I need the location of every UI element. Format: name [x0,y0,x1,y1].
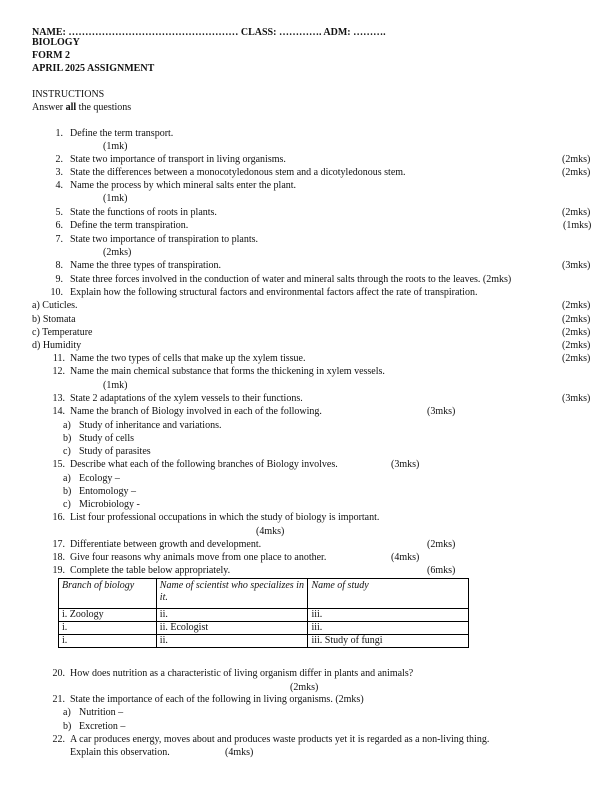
sub-item: c) Temperature [32,327,93,338]
sub-label: b) [63,486,72,497]
sub-item-marks: (2mks) [562,314,591,325]
sub-item: Excretion – [79,721,126,732]
question-text: Name the main chemical substance that forms the thickening in xylem vessels. [70,366,385,377]
question-number: 16. [52,512,65,523]
question-text: Name the process by which mineral salts enter the plant. [70,180,297,191]
instructions-bold: all [65,102,77,113]
question-marks: (2mks) [562,167,591,178]
table-header: Branch of biology [59,579,157,609]
question-text: State the functions of roots in plants. [70,207,217,218]
question-number: 9. [55,274,63,285]
question-text: State 2 adaptations of the xylem vessels to their functions. [70,393,303,404]
question-number: 4. [55,180,63,191]
table-row [59,622,469,635]
question-text: Describe what each of the following branches of Biology involves. [70,459,338,470]
question-text: Name the branch of Biology involved in each of the following. [70,406,322,417]
table-row [59,635,469,648]
question-number: 5. [55,207,63,218]
sub-label: b) [63,433,72,444]
question-number: 3. [55,167,63,178]
sub-item: Nutrition – [79,707,124,718]
question-marks: (1mks) [563,220,592,231]
question-number: 14. [52,406,65,417]
table-cell: i. Zoology [59,609,157,622]
table-row [59,609,469,622]
question-text: Differentiate between growth and development. [70,539,262,550]
table-cell: iii. [308,609,469,622]
form-title: FORM 2 [32,50,71,61]
table-cell: ii. [156,609,308,622]
question-marks: (2mks) [562,154,591,165]
question-marks: (1mk) [103,141,128,152]
question-number: 22. [52,734,65,745]
sub-label: c) [63,446,71,457]
sub-item-marks: (2mks) [562,300,591,311]
question-text: Name the two types of cells that make up the xylem tissue. [70,353,306,364]
question-text: Explain how the following structural factors and environmental factors affect the rate of transpiration. [70,287,478,298]
table-cell: ii. Ecologist [156,622,308,635]
question-text: Name the three types of transpiration. [70,260,222,271]
question-number: 7. [55,234,63,245]
instructions-title: INSTRUCTIONS [32,89,105,100]
instructions-post: the questions [76,102,132,113]
question-text: Complete the table below appropriately. [70,565,231,576]
sub-item: Microbiology - [79,499,140,510]
question-marks: (2mks) [290,682,319,693]
question-marks: (4mks) [391,552,420,563]
question-number: 1. [55,128,63,139]
question-text: State the differences between a monocotyledonous stem and a dicotyledonous stem. [70,167,406,178]
sub-item: Ecology – [79,473,120,484]
name-class-adm-line: NAME: …………………………………………… CLASS: …………. ADM: ………. [32,27,386,38]
table-cell: iii. Study of fungi [308,635,469,648]
table-header-row [59,579,469,609]
question-number: 11. [52,353,65,364]
question-number: 2. [55,154,63,165]
question-text: Define the term transport. [70,128,174,139]
question-number: 21. [52,694,65,705]
question-marks: (4mks) [256,526,285,537]
question-marks: (3mks) [562,260,591,271]
question-number: 10. [50,287,63,298]
table-cell: iii. [308,622,469,635]
sub-label: c) [63,499,71,510]
instructions-text [32,102,131,114]
question-text: State three forces involved in the conduction of water and mineral salts through the roots to the leaves. (2mks) [70,274,512,285]
question-text: How does nutrition as a characteristic of living organism differ in plants and animals? [70,668,414,679]
question-text: A car produces energy, moves about and produces waste products yet it is regarded as a non-living thing. [70,734,490,745]
question-marks: (2mks) [562,207,591,218]
question-marks: (6mks) [427,565,456,576]
question-number: 15. [52,459,65,470]
question-marks: (1mk) [103,193,128,204]
question-marks: (4mks) [225,747,254,758]
question-number: 18. [52,552,65,563]
subject-title: BIOLOGY [32,37,80,48]
sub-label: a) [63,420,71,431]
biology-branches-table [58,578,469,648]
sub-label: a) [63,473,71,484]
sub-item: d) Humidity [32,340,82,351]
question-number: 12. [52,366,65,377]
question-number: 20. [52,668,65,679]
table-cell: ii. [156,635,308,648]
question-text: State two importance of transport in living organisms. [70,154,286,165]
table-cell: i. [59,635,157,648]
table-header: Name of study [308,579,469,609]
sub-item: Entomology – [79,486,136,497]
question-text: Give four reasons why animals move from one place to another. [70,552,327,563]
table-header: Name of scientist who specializes in it. [156,579,308,609]
sub-item: b) Stomata [32,314,76,325]
sub-label: a) [63,707,71,718]
question-number: 8. [55,260,63,271]
assignment-title: APRIL 2025 ASSIGNMENT [32,63,155,74]
question-number: 17. [52,539,65,550]
question-marks: (2mks) [427,539,456,550]
question-marks: (2mks) [103,247,132,258]
sub-item: Study of cells [79,433,134,444]
question-text: State the importance of each of the following in living organisms. (2mks) [70,694,364,705]
question-text: State two importance of transpiration to plants. [70,234,259,245]
question-number: 6. [55,220,63,231]
question-text: List four professional occupations in which the study of biology is important. [70,512,380,523]
sub-label: b) [63,721,72,732]
question-marks: (1mk) [103,380,128,391]
question-marks: (3mks) [391,459,420,470]
sub-item: Study of inheritance and variations. [79,420,222,431]
question-number: 19. [52,565,65,576]
question-number: 13. [52,393,65,404]
instructions-pre: Answer [32,102,66,113]
sub-item: Study of parasites [79,446,151,457]
sub-item-marks: (2mks) [562,340,591,351]
sub-item: a) Cuticles. [32,300,78,311]
question-marks: (2mks) [562,353,591,364]
sub-item-marks: (2mks) [562,327,591,338]
question-marks: (3mks) [427,406,456,417]
table-cell: i. [59,622,157,635]
question-marks: (3mks) [562,393,591,404]
question-text: Define the term transpiration. [70,220,189,231]
question-text-continued: Explain this observation. [70,747,170,758]
